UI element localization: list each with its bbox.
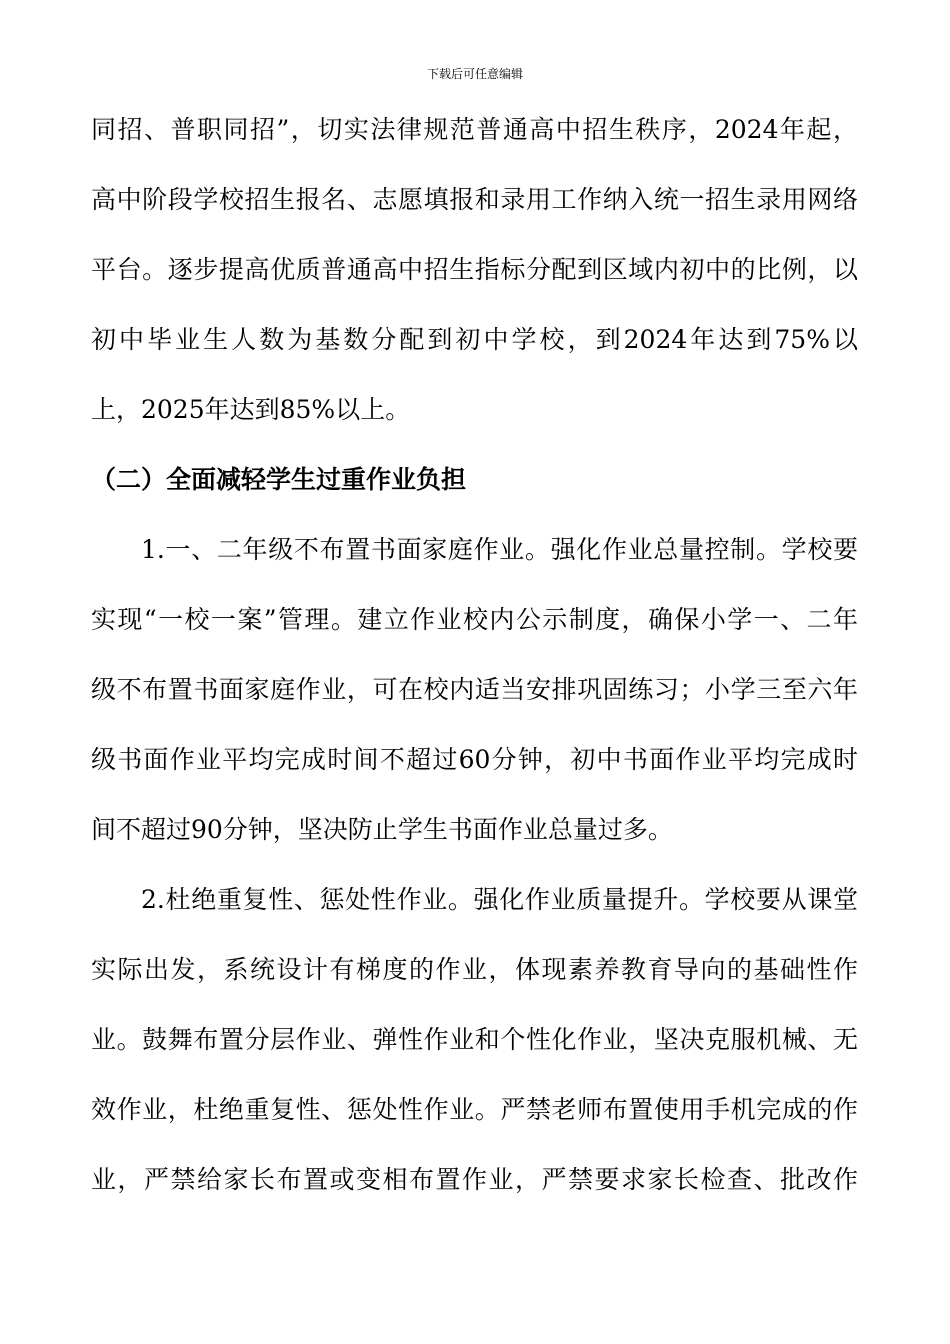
page-header: 下载后可任意编辑 <box>426 67 523 81</box>
section-heading: （二）全面减轻学生过重作业负担 <box>91 465 467 494</box>
paragraph-first-line: 1.一、二年级不布置书面家庭作业。强化作业总量控制。学校要 <box>141 535 858 564</box>
text-line: 平台。逐步提高优质普通高中招生指标分配到区域内初中的比例，以 <box>91 255 858 284</box>
text-line: 业，严禁给家长布置或变相布置作业，严禁要求家长检查、批改作 <box>91 1165 858 1194</box>
text-line: 实现“一校一案”管理。建立作业校内公示制度，确保小学一、二年 <box>91 605 858 634</box>
text-line: 业。鼓舞布置分层作业、弹性作业和个性化作业，坚决克服机械、无 <box>91 1025 858 1054</box>
paragraph-first-line: 2.杜绝重复性、惩处性作业。强化作业质量提升。学校要从课堂 <box>141 885 858 914</box>
text-line: 初中毕业生人数为基数分配到初中学校，到2024年达到75%以 <box>91 325 858 354</box>
text-line: 间不超过90分钟，坚决防止学生书面作业总量过多。 <box>91 815 673 844</box>
text-line: 上，2025年达到85%以上。 <box>91 395 411 424</box>
text-line: 实际出发，系统设计有梯度的作业，体现素养教育导向的基础性作 <box>91 955 858 984</box>
text-line: 同招、普职同招”，切实法律规范普通高中招生秩序，2024年起， <box>91 115 858 144</box>
document-body <box>91 110 858 1230</box>
text-line: 级书面作业平均完成时间不超过60分钟，初中书面作业平均完成时 <box>91 745 858 774</box>
text-line: 级不布置书面家庭作业，可在校内适当安排巩固练习；小学三至六年 <box>91 675 858 704</box>
text-line: 效作业，杜绝重复性、惩处性作业。严禁老师布置使用手机完成的作 <box>91 1095 858 1124</box>
text-line: 高中阶段学校招生报名、志愿填报和录用工作纳入统一招生录用网络 <box>91 185 858 214</box>
